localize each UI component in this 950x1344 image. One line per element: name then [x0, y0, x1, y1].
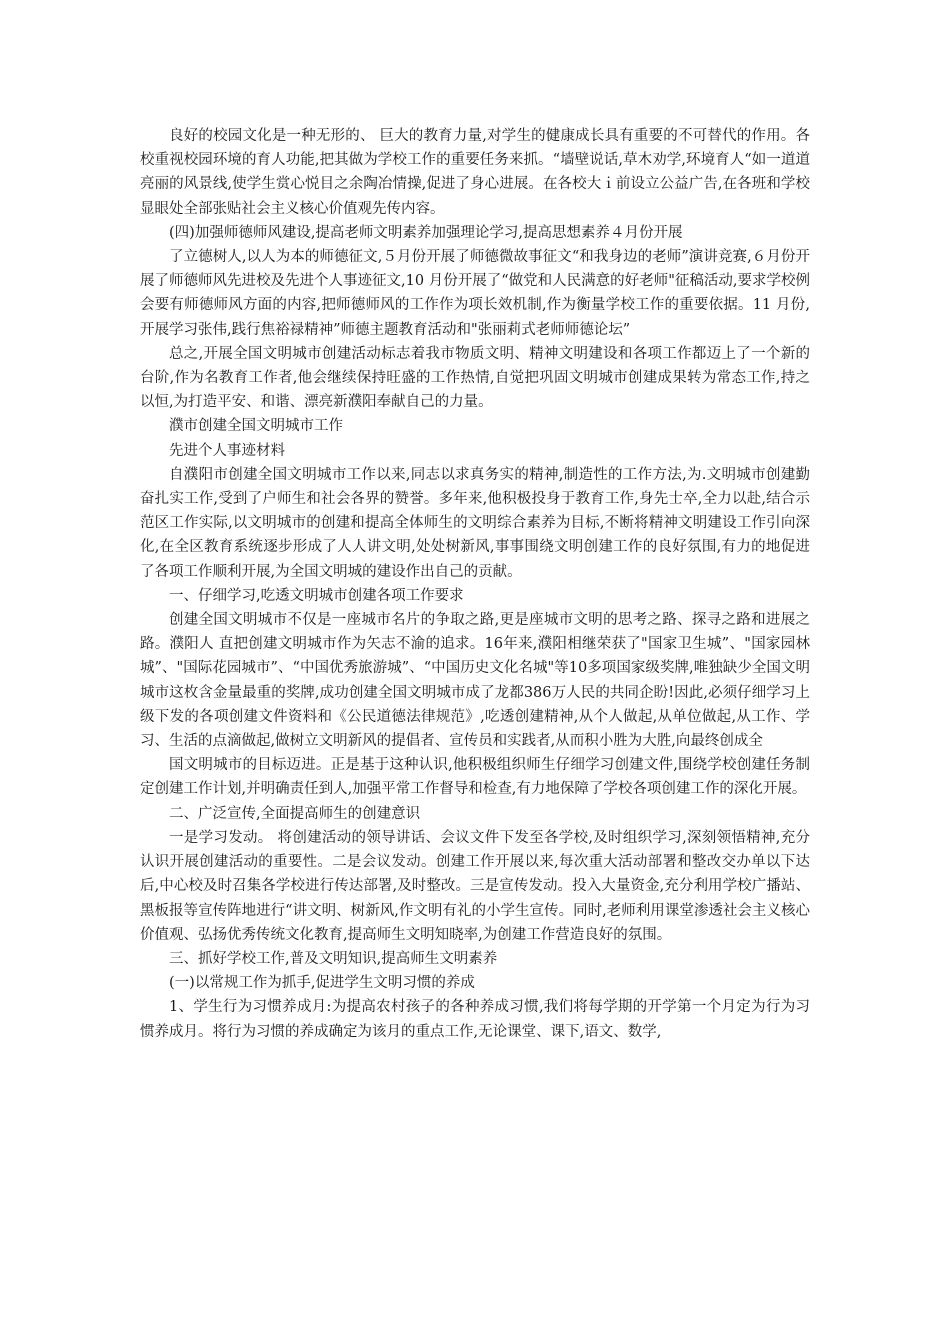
document-body	[140, 124, 810, 1044]
paragraph: 国文明城市的目标迈进。正是基于这种认识,他积极组织师生仔细学习创建文件,围绕学校创建任务制定创建工作计划,并明确责任到人,加强平常工作督导和检查,有力地保障了学校各项创建工作的深化开展。	[140, 757, 810, 798]
section-title: 濮市创建全国文明城市工作	[169, 418, 343, 435]
section-heading: 一、仔细学习,吃透文明城市创建各项工作要求	[169, 587, 464, 604]
section-heading: 三、抓好学校工作,普及文明知识,提高师生文明素养	[169, 950, 498, 967]
paragraph: 自濮阳市创建全国文明城市工作以来,同志以求真务实的精神,制造性的工作方法,为.文明城市创建勤奋扎实工作,受到了户师生和社会各界的赞誉。多年来,他积极投身于教育工作,身先士卒,全力以赴,结合示范区工作实际,以文明城市的创建和提高全体师生的文明综合素养为目标,不断将精神文明建设工作引向深化,在全区教育系统逐步形成了人人讲文明,处处树新风,事事围绕文明创建工作的良好氛围,有力的地促进了各项工作顺利开展,为全国文明城的建设作出自己的贡献。	[140, 466, 810, 580]
section-subtitle: 先进个人事迹材料	[169, 442, 285, 459]
subsection-heading: (一)以常规工作为抓手,促进学生文明习惯的养成	[169, 975, 475, 992]
paragraph: 了立德树人,以人为本的师德征文,５月份开展了师德微故事征文“和我身边的老师”演讲竞赛,６月份开展了师德师风先进校及先进个人事迹征文,10 月份开展了“做党和人民满意的好老师"征稿活动,要求学校例会要有师德师风方面的内容,把师德师风的工作作为项长效机制,作为衡量学校工作的重要依据。11 月份,开展学习张伟,践行焦裕禄精神”师德主题教育活动和"张丽莉式老师师德论坛”	[140, 249, 810, 338]
paragraph: (四)加强师德师风建设,提高老师文明素养加强理论学习,提高思想素养４月份开展	[169, 224, 683, 241]
paragraph: 良好的校园文化是一种无形的、 巨大的教育力量,对学生的健康成长具有重要的不可替代的作用。各校重视校园环境的育人功能,把其做为学校工作的重要任务来抓。“墙壁说话,草木劝学,环境育人“如一道道亮丽的风景线,使学生赏心悦目之余陶冶情操,促进了身心进展。在各校大ｉ前设立公益广告,在各班和学校显眼处全部张贴社会主义核心价值观先传内容。	[140, 128, 810, 217]
paragraph: 一是学习发动。 将创建活动的领导讲话、会议文件下发至各学校,及时组织学习,深刻领悟精神,充分认识开展创建活动的重要性。二是会议发动。创建工作开展以来,每次重大活动部署和整改交办单以下达后,中心校及时召集各学校进行传达部署,及时整改。三是宣传发动。投入大量资金,充分利用学校广播站、黑板报等宣传阵地进行“讲文明、树新风,作文明有礼的小学生宣传。同时,老师利用课堂渗透社会主义核心价值观、弘扬优秀传统文化教育,提高师生文明知晓率,为创建工作营造良好的氛围。	[140, 829, 810, 943]
paragraph: 1、学生行为习惯养成月:为提高农村孩子的各种养成习惯,我们将每学期的开学第一个月定为行为习惯养成月。将行为习惯的养成确定为该月的重点工作,无论课堂、课下,语文、数学,	[140, 999, 810, 1040]
section-heading: 二、广泛宣传,全面提高师生的创建意识	[169, 805, 421, 822]
paragraph: 总之,开展全国文明城市创建活动标志着我市物质文明、精神文明建设和各项工作都迈上了一个新的台阶,作为名教育工作者,他会继续保持旺盛的工作热情,自觉把巩固文明城市创建成果转为常态工作,持之以恒,为打造平安、和谐、漂亮新濮阳奉献自己的力量。	[140, 345, 810, 411]
paragraph: 创建全国文明城市不仅是一座城市名片的争取之路,更是座城市文明的思考之路、探寻之路和进展之路。濮阳人 直把创建文明城市作为矢志不渝的追求。16年来,濮阳相继荣获了"国家卫生城”、"国家园林城”、"国际花园城市”、“中国优秀旅游城”、“中国历史文化名城"等10多项国家级奖牌,唯独缺少全国文明城市这枚含金量最重的奖牌,成功创建全国文明城市成了龙都386万人民的共同企盼!因此,必须仔细学习上级下发的各项创建文件资料和《公民道德法律规范》,吃透创建精神,从个人做起,从单位做起,从工作、学习、生活的点滴做起,做树立文明新风的提倡者、宣传员和实践者,从而积小胜为大胜,向最终创成全	[140, 612, 810, 750]
